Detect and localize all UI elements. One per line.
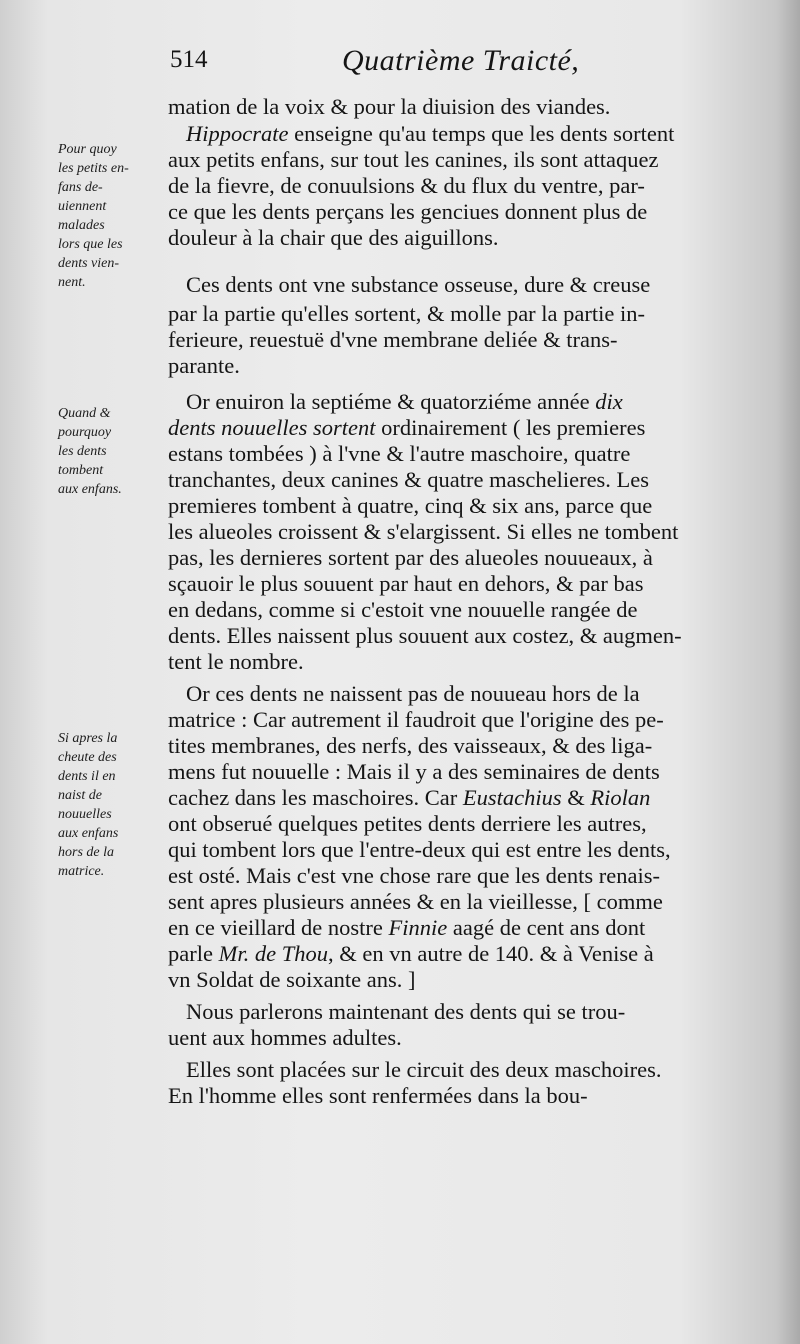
text-run: qui tombent lors que l'entre-deux qui est entre les dents, bbox=[168, 837, 671, 862]
text-line bbox=[168, 707, 738, 733]
margin-note-line: aux enfans. bbox=[58, 482, 122, 497]
text-run: estans tombées ) à l'vne & l'autre maschoire, quatre bbox=[168, 441, 631, 466]
text-line bbox=[186, 121, 756, 147]
text-run: Or ces dents ne naissent pas de nouueau hors de la bbox=[186, 681, 640, 706]
text-line bbox=[168, 493, 738, 519]
text-run: ordinairement ( les premieres bbox=[375, 415, 646, 440]
margin-note-line: Quand & bbox=[58, 406, 111, 421]
text-line bbox=[168, 519, 738, 545]
text-run: de la fievre, de conuulsions & du flux du ventre, par- bbox=[168, 173, 645, 198]
margin-note-line: nent. bbox=[58, 275, 86, 290]
margin-note-line: Pour quoy bbox=[58, 142, 117, 157]
text-line bbox=[168, 759, 738, 785]
text-run: uent aux hommes adultes. bbox=[168, 1025, 402, 1050]
text-line bbox=[168, 649, 738, 675]
margin-note-line: lors que les bbox=[58, 237, 123, 252]
margin-note bbox=[58, 404, 166, 499]
text-line bbox=[168, 545, 738, 571]
text-run: ont obserué quelques petites dents derriere les autres, bbox=[168, 811, 647, 836]
text-run: matrice : Car autrement il faudroit que l'origine des pe- bbox=[168, 707, 664, 732]
running-title: Quatrième Traicté, bbox=[342, 44, 580, 77]
text-line bbox=[186, 1057, 756, 1083]
text-line bbox=[168, 941, 738, 967]
text-run: En l'homme elles sont renfermées dans la bou- bbox=[168, 1083, 588, 1108]
text-line bbox=[168, 785, 738, 811]
text-line bbox=[168, 147, 738, 173]
margin-note-line: nouuelles bbox=[58, 807, 112, 822]
text-line bbox=[168, 811, 738, 837]
margin-note bbox=[58, 729, 166, 881]
text-run: parante. bbox=[168, 353, 240, 378]
italic-run: dents nouuelles sortent bbox=[168, 415, 376, 440]
text-run: sçauoir le plus souuent par haut en dehors, & par bas bbox=[168, 571, 644, 596]
text-line bbox=[168, 571, 738, 597]
text-line bbox=[186, 681, 756, 707]
text-run: en ce vieillard de nostre bbox=[168, 915, 389, 940]
text-line bbox=[168, 967, 738, 993]
margin-note bbox=[58, 140, 166, 292]
margin-note-line: cheute des bbox=[58, 750, 117, 765]
margin-note-line: les dents bbox=[58, 444, 107, 459]
text-run: ce que les dents perçans les genciues donnent plus de bbox=[168, 199, 648, 224]
text-run: tites membranes, des nerfs, des vaisseaux, & des liga- bbox=[168, 733, 653, 758]
text-run: parle bbox=[168, 941, 219, 966]
text-run: Elles sont placées sur le circuit des deux maschoires. bbox=[186, 1057, 662, 1082]
text-run: vn Soldat de soixante ans. ] bbox=[168, 967, 416, 992]
text-run: Ces dents ont vne substance osseuse, dure & creuse bbox=[186, 272, 651, 297]
text-run: par la partie qu'elles sortent, & molle par la partie in- bbox=[168, 301, 646, 326]
text-line bbox=[168, 173, 738, 199]
text-run: dents. Elles naissent plus souuent aux costez, & augmen- bbox=[168, 623, 682, 648]
text-run: douleur à la chair que des aiguillons. bbox=[168, 225, 499, 250]
text-run: mens fut nouuelle : Mais il y a des seminaires de dents bbox=[168, 759, 660, 784]
margin-note-line: naist de bbox=[58, 788, 102, 803]
margin-note-line: Si apres la bbox=[58, 731, 118, 746]
text-line bbox=[168, 1083, 738, 1109]
text-line bbox=[168, 1025, 738, 1051]
text-line bbox=[168, 837, 738, 863]
margin-note-line: tombent bbox=[58, 463, 104, 478]
text-run: pas, les dernieres sortent par des alueoles nouueaux, à bbox=[168, 545, 653, 570]
text-run: tranchantes, deux canines & quatre maschelieres. Les bbox=[168, 467, 650, 492]
margin-note-line: fans de- bbox=[58, 180, 103, 195]
text-run: aagé de cent ans dont bbox=[447, 915, 646, 940]
italic-run: Mr. de Thou bbox=[218, 941, 328, 966]
text-line bbox=[168, 94, 738, 120]
margin-note-line: aux enfans bbox=[58, 826, 119, 841]
text-run: aux petits enfans, sur tout les canines, ils sont attaquez bbox=[168, 147, 659, 172]
text-line bbox=[168, 889, 738, 915]
text-run: cachez dans les maschoires. Car bbox=[168, 785, 463, 810]
italic-run: Eustachius bbox=[462, 785, 562, 810]
text-line bbox=[168, 353, 738, 379]
page-number: 514 bbox=[170, 46, 208, 73]
text-run: est osté. Mais c'est vne chose rare que les dents renais- bbox=[168, 863, 661, 888]
text-run: Or enuiron la septiéme & quatorziéme année bbox=[186, 389, 596, 414]
italic-run: Finnie bbox=[388, 915, 448, 940]
text-line bbox=[168, 327, 738, 353]
margin-note-line: hors de la bbox=[58, 845, 114, 860]
text-run: ferieure, reuestuë d'vne membrane deliée & trans- bbox=[168, 327, 618, 352]
text-line bbox=[168, 623, 738, 649]
text-line bbox=[168, 415, 738, 441]
text-line bbox=[168, 467, 738, 493]
text-line bbox=[168, 597, 738, 623]
text-line bbox=[168, 915, 738, 941]
text-run: sent apres plusieurs années & en la vieillesse, [ comme bbox=[168, 889, 663, 914]
text-line bbox=[168, 301, 738, 327]
text-run: premieres tombent à quatre, cinq & six ans, parce que bbox=[168, 493, 653, 518]
text-run: tent le nombre. bbox=[168, 649, 304, 674]
margin-note-line: matrice. bbox=[58, 864, 105, 879]
text-run: enseigne qu'au temps que les dents sortent bbox=[288, 121, 675, 146]
text-line bbox=[186, 999, 756, 1025]
text-run: , & en vn autre de 140. & à Venise à bbox=[327, 941, 654, 966]
italic-run: Riolan bbox=[590, 785, 651, 810]
text-line bbox=[186, 389, 756, 415]
text-run: mation de la voix & pour la diuision des viandes. bbox=[168, 94, 611, 119]
italic-run: Hippocrate bbox=[186, 121, 289, 146]
text-line bbox=[168, 733, 738, 759]
margin-note-line: dents vien- bbox=[58, 256, 120, 271]
text-run: & bbox=[561, 785, 591, 810]
margin-note-line: malades bbox=[58, 218, 105, 233]
margin-note-line: pourquoy bbox=[58, 425, 112, 440]
text-run: les alueoles croissent & s'elargissent. Si elles ne tombent bbox=[168, 519, 679, 544]
margin-note-line: les petits en- bbox=[58, 161, 129, 176]
text-line bbox=[168, 441, 738, 467]
text-line bbox=[168, 225, 738, 251]
text-line bbox=[168, 199, 738, 225]
margin-note-line: uiennent bbox=[58, 199, 107, 214]
text-line bbox=[186, 272, 756, 298]
margin-note-line: dents il en bbox=[58, 769, 116, 784]
text-line bbox=[168, 863, 738, 889]
text-run: Nous parlerons maintenant des dents qui se trou- bbox=[186, 999, 626, 1024]
text-run: en dedans, comme si c'estoit vne nouuelle rangée de bbox=[168, 597, 638, 622]
italic-run: dix bbox=[595, 389, 623, 414]
page-header bbox=[170, 44, 720, 92]
